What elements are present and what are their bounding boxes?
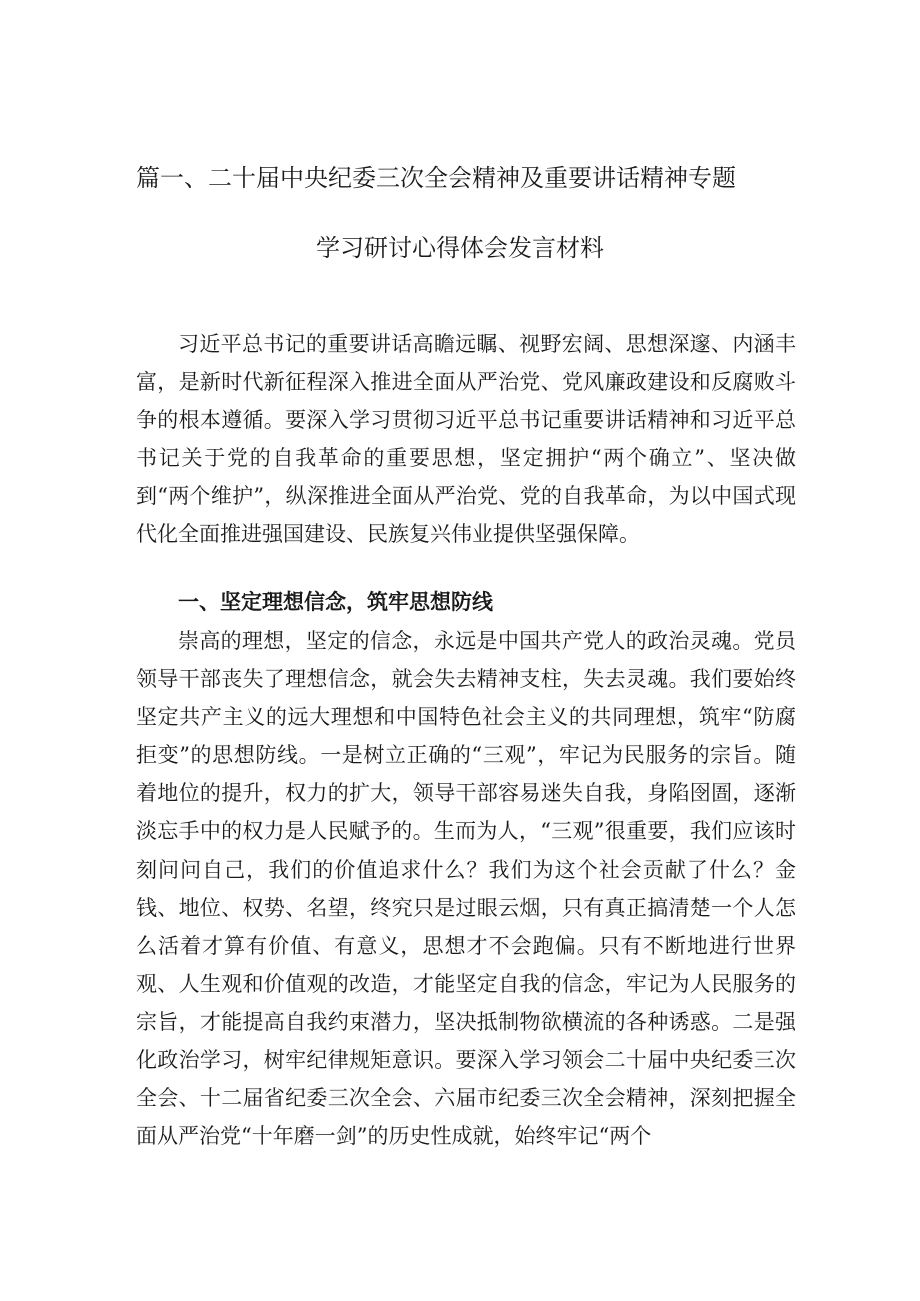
section-heading-1: 一、坚定理想信念，筑牢思想防线 <box>178 590 493 614</box>
document-title-line-1: 篇一、二十届中央纪委三次全会精神及重要讲话精神专题 <box>136 164 736 192</box>
section-1-paragraph: 崇高的理想，坚定的信念，永远是中国共产党人的政治灵魂。党员领导干部丧失了理想信念，就会失去精神支柱，失去灵魂。我们要始终坚定共产主义的远大理想和中国特色社会主义的共同理想，筑牢“防腐拒变”的思想防线。一是树立正确的“三观”，牢记为民服务的宗旨。随着地位的提升，权力的扩大，领导干部容易迷失自我，身陷囹圄，逐渐淡忘手中的权力是人民赋予的。生而为人，“三观”很重要，我们应该时刻问问自己，我们的价值追求什么？我们为这个社会贡献了什么？金钱、地位、权势、名望，终究只是过眼云烟，只有真正搞清楚一个人怎么活着才算有价值、有意义，思想才不会跑偏。只有不断地进行世界观、人生观和价值观的改造，才能坚定自我的信念，牢记为人民服务的宗旨，才能提高自我约束潜力，坚决抵制物欲横流的各种诱惑。二是强化政治学习，树牢纪律规矩意识。要深入学习领会二十届中央纪委三次全会、十二届省纪委三次全会、六届市纪委三次全会精神，深刻把握全面从严治党“十年磨一剑”的历史性成就，始终牢记“两个 <box>136 629 796 1149</box>
document-title-line-2: 学习研讨心得体会发言材料 <box>316 234 604 262</box>
intro-paragraph: 习近平总书记的重要讲话高瞻远瞩、视野宏阔、思想深邃、内涵丰富，是新时代新征程深入推进全面从严治党、党风廉政建设和反腐败斗争的根本遵循。要深入学习贯彻习近平总书记重要讲话精神和习近平总书记关于党的自我革命的重要思想，坚定拥护“两个确立”、坚决做到“两个维护”，纵深推进全面从严治党、党的自我革命，为以中国式现代化全面推进强国建设、民族复兴伟业提供坚强保障。 <box>136 332 796 547</box>
